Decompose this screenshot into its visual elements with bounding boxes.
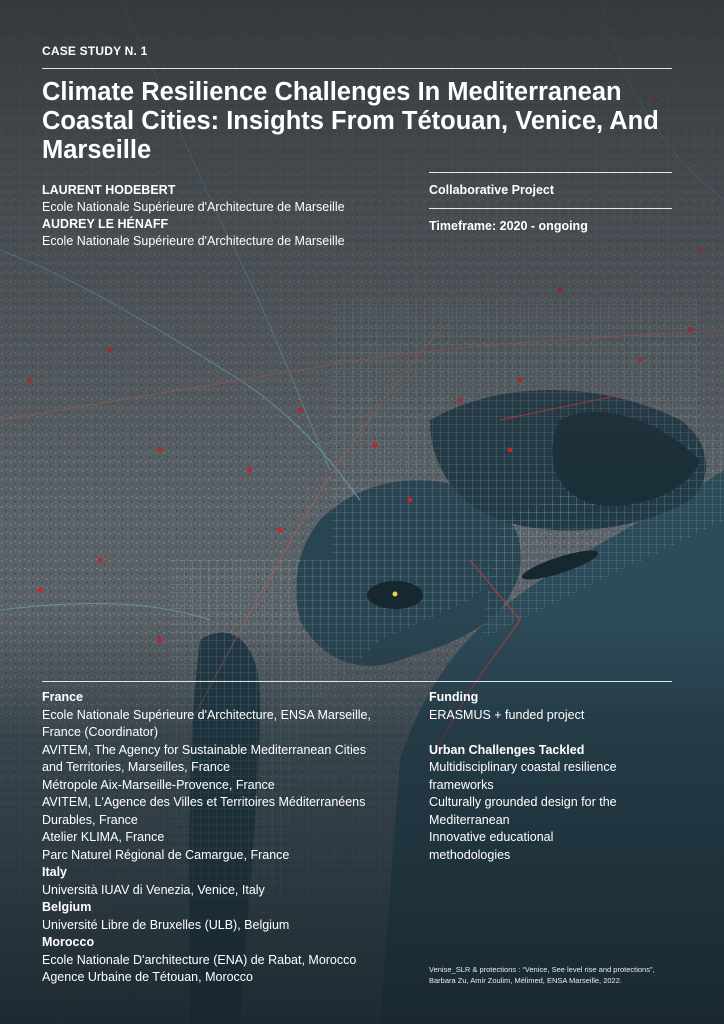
partner-entry: France (Coordinator): [42, 725, 159, 739]
partners-list: [42, 689, 417, 987]
header-rule: [42, 68, 672, 69]
author-name: LAURENT HODEBERT: [42, 183, 176, 197]
partner-entry: Ecole Nationale D'architecture (ENA) de Rabat, Morocco: [42, 952, 357, 967]
partner-entry: AVITEM, L'Agence des Villes et Territoires Méditerranéens: [42, 795, 366, 809]
authors-block: [42, 182, 412, 250]
country-heading: Italy: [42, 865, 68, 879]
caption-line: Barbara Zu, Amir Zoulim, Mélimed, ENSA Marseille, 2022.: [429, 976, 622, 985]
title-rule: [429, 172, 672, 173]
challenges-heading: Urban Challenges Tackled: [429, 742, 585, 757]
country-heading: Morocco: [42, 935, 95, 949]
partner-entry: Atelier KLIMA, France: [42, 830, 165, 844]
partner-entry: Métropole Aix-Marseille-Provence, France: [42, 777, 275, 792]
partner-entry: Ecole Nationale Supérieure d'Architecture, ENSA Marseille,: [42, 707, 371, 722]
image-caption: [429, 964, 689, 986]
case-study-kicker: CASE STUDY N. 1: [42, 44, 148, 58]
page-title: Climate Resilience Challenges In Mediterranean Coastal Cities: Insights From Tétouan, Venice, And Marseille: [42, 78, 659, 164]
funding-heading: Funding: [429, 690, 479, 704]
bottom-rule: [42, 681, 672, 682]
partner-entry: and Territories, Marseilles, France: [42, 760, 231, 774]
funding-block: [429, 689, 679, 864]
author-affiliation: Ecole Nationale Supérieure d'Architecture de Marseille: [42, 234, 345, 248]
partner-entry: Parc Naturel Régional de Camargue, France: [42, 847, 290, 862]
funding-text: ERASMUS + funded project: [429, 707, 585, 722]
partner-entry: AVITEM, The Agency for Sustainable Mediterranean Cities: [42, 742, 367, 757]
partner-entry: Durables, France: [42, 812, 138, 827]
challenge-line: frameworks: [429, 777, 494, 792]
country-heading: France: [42, 690, 83, 704]
project-type: Collaborative Project: [429, 183, 555, 197]
project-timeframe: Timeframe: 2020 - ongoing: [429, 219, 588, 233]
author-name: AUDREY LE HÉNAFF: [42, 217, 169, 231]
caption-line: Venise_SLR & protections : “Venice, See level rise and protections”,: [429, 965, 655, 974]
challenge-line: Multidisciplinary coastal resilience: [429, 760, 617, 774]
challenge-line: Culturally grounded design for the: [429, 795, 617, 809]
author-affiliation: Ecole Nationale Supérieure d'Architecture de Marseille: [42, 200, 345, 214]
partner-entry: Agence Urbaine de Tétouan, Morocco: [42, 970, 254, 984]
partner-entry: Università IUAV di Venezia, Venice, Italy: [42, 882, 265, 897]
partner-entry: Université Libre de Bruxelles (ULB), Belgium: [42, 917, 290, 932]
challenge-line: methodologies: [429, 847, 511, 862]
challenge-line: Mediterranean: [429, 812, 510, 827]
project-rule: [429, 208, 672, 209]
challenge-line: Innovative educational: [429, 830, 554, 844]
country-heading: Belgium: [42, 900, 92, 914]
